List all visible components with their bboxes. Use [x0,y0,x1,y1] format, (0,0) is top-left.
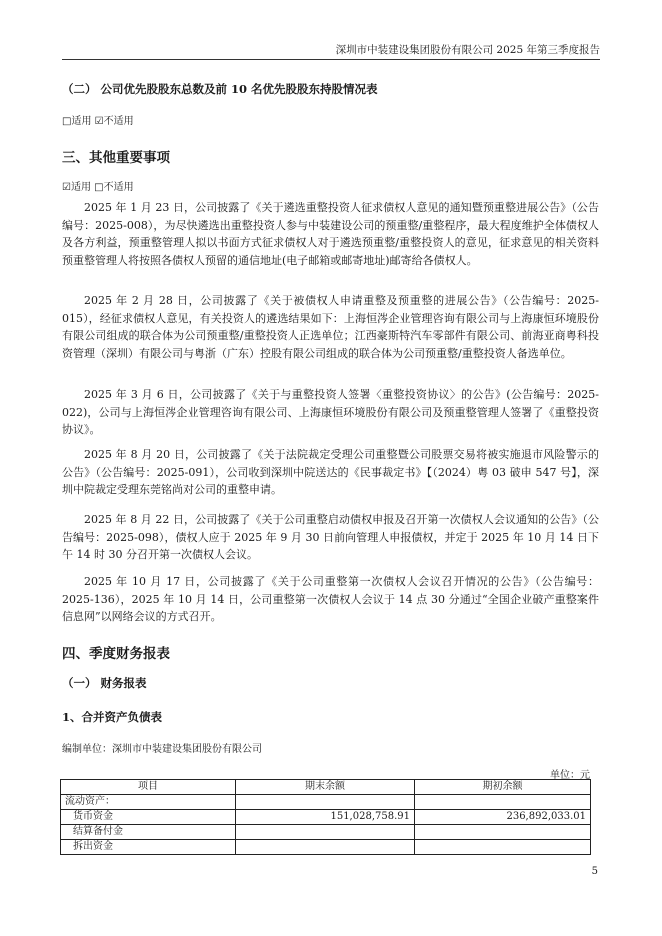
table-row [61,825,591,840]
row-end-balance [236,840,415,855]
row-end-balance [236,825,415,840]
paragraph: 2025 年 1 月 23 日，公司披露了《关于遴选重整投资人征求债权人意见的通知暨预重整进展公告》（公告编号：2025-008），为尽快遴选出重整投资人参与中装建设公司的预重整/重整程序，最大程度维护全体债权人及各方利益，预重整管理人拟以书面方式征求债权人对于遴选预重整/重整投资人的意见，征求意见的相关资料预重整管理人将按照各债权人预留的通信地址(电子邮箱或邮寄地址)邮寄给各债权人。 [62,201,599,267]
preferred-shares-applicability: □适用 ☑不适用 [62,116,134,127]
row-item: 拆出资金 [61,840,236,855]
paragraph: 2025 年 10 月 17 日，公司披露了《关于公司重整第一次债权人会议召开情况的公告》（公告编号：2025-136），2025 年 10 月 14 日，公司重整第一次债权人会议于 14 点 30 分通过“全国企业破产重整案件信息网”以网络会议的方式召开。 [62,575,599,624]
row-begin-balance: 236,892,033.01 [415,810,591,825]
balance-sheet-title: 1、合并资产负债表 [62,710,163,724]
header-title: 深圳市中装建设集团股份有限公司 2025 年第三季度报告 [335,44,600,56]
row-begin-balance [415,840,591,855]
financial-statements-subheading: （一） 财务报表 [62,676,147,690]
page-number: 5 [591,866,598,877]
column-header-item: 项目 [61,780,236,795]
row-end-balance [236,795,415,810]
row-item: 结算备付金 [61,825,236,840]
balance-sheet-table [60,779,591,855]
paragraph: 2025 年 3 月 6 日，公司披露了《关于与重整投资人签署〈重整投资协议〉的公告》(公告编号：2025-022)，公司与上海恒涔企业管理咨询有限公司、上海康恒环境股份有限公司及预重整管理人签署了《重整投资协议》。 [62,388,599,437]
table-row [61,840,591,855]
table-header-row [61,780,591,795]
other-matters-heading: 三、其他重要事项 [62,150,170,166]
other-matters-applicability: ☑适用 □不适用 [62,182,134,193]
currency-unit: 单位：元 [550,770,590,781]
paragraph: 2025 年 8 月 20 日，公司披露了《关于法院裁定受理公司重整暨公司股票交易将被实施退市风险警示的公告》（公告编号：2025-091），公司收到深圳中院送达的《民事裁定书》【（2024）粤 03 破申 547 号】，深圳中院裁定受理东莞铭尚对公司的重整申请。 [62,448,599,497]
compiling-unit: 编制单位：深圳市中装建设集团股份有限公司 [62,744,262,755]
column-header-begin-balance: 期初余额 [415,780,591,795]
row-end-balance: 151,028,758.91 [236,810,415,825]
row-begin-balance [415,825,591,840]
row-begin-balance [415,795,591,810]
table-row [61,795,591,810]
paragraph: 2025 年 8 月 22 日，公司披露了《关于公司重整启动债权申报及召开第一次债权人会议通知的公告》（公告编号：2025-098），债权人应于 2025 年 9 月 30 日前向管理人申报债权，并定于 2025 年 10 月 14 日下午 14 时 30 分召开第一次债权人会议。 [62,513,599,562]
row-item: 货币资金 [61,810,236,825]
page-header [62,44,600,60]
row-item: 流动资产： [61,795,236,810]
paragraph: 2025 年 2 月 28 日，公司披露了《关于被债权人申请重整及预重整的进展公告》（公告编号：2025-015），经征求债权人意见，有关投资人的遴选结果如下：上海恒涔企业管理咨询有限公司与上海康恒环境股份有限公司组成的联合体为公司预重整/重整投资人正选单位；江西豪斯特汽车零部件有限公司、前海亚商粤科投资管理（深圳）有限公司与粤浙（广东）控股有限公司组成的联合体为公司预重整/重整投资人备选单位。 [62,294,599,360]
preferred-shares-title: （二） 公司优先股股东总数及前 10 名优先股股东持股情况表 [62,82,378,96]
table-row [61,810,591,825]
column-header-end-balance: 期末余额 [236,780,415,795]
financial-statements-heading: 四、季度财务报表 [62,646,170,662]
